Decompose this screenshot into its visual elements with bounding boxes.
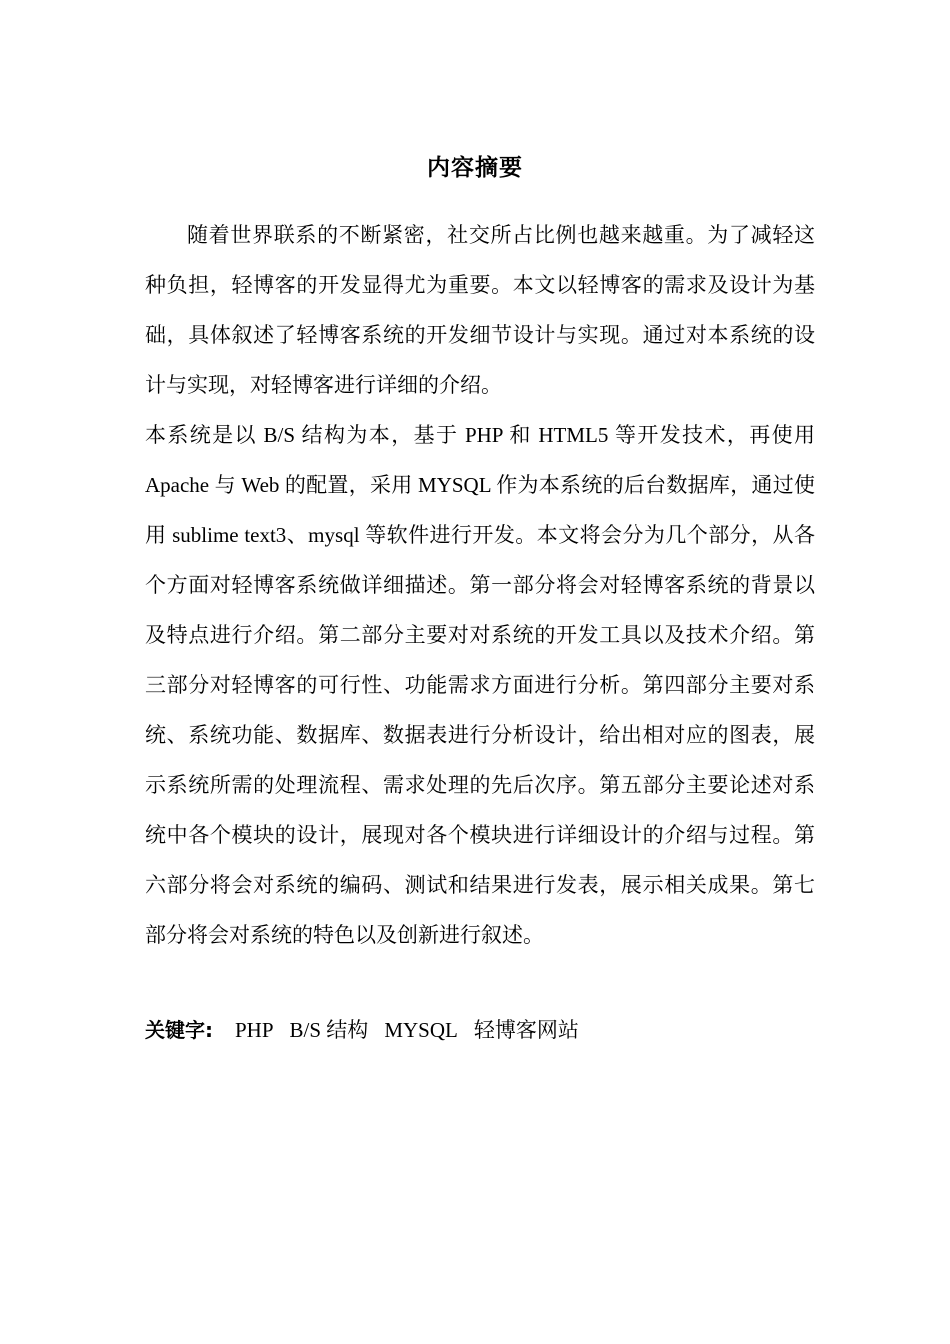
- abstract-body: [145, 210, 815, 960]
- page-title: 内容摘要: [427, 155, 523, 181]
- keyword-item: B/S 结构: [289, 1018, 369, 1042]
- keywords-line: [145, 1005, 815, 1055]
- abstract-paragraph-1: 随着世界联系的不断紧密，社交所占比例也越来越重。为了减轻这种负担，轻博客的开发显得尤为重要。本文以轻博客的需求及设计为基础，具体叙述了轻博客系统的开发细节设计与实现。通过对本系统的设计与实现，对轻博客进行详细的介绍。: [145, 223, 815, 397]
- abstract-paragraph-2: 本系统是以 B/S 结构为本，基于 PHP 和 HTML5 等开发技术，再使用 Apache 与 Web 的配置，采用 MYSQL 作为本系统的后台数据库，通过使用 sublime text3、mysql 等软件进行开发。本文将会分为几个部分，从各个方面对轻博客系统做详细描述。第一部分将会对轻博客系统的背景以及特点进行介绍。第二部分主要对对系统的开发工具以及技术介绍。第三部分对轻博客的可行性、功能需求方面进行分析。第四部分主要对系统、系统功能、数据库、数据表进行分析设计，给出相对应的图表，展示系统所需的处理流程、需求处理的先后次序。第五部分主要论述对系统中各个模块的设计，展现对各个模块进行详细设计的介绍与过程。第六部分将会对系统的编码、测试和结果进行发表，展示相关成果。第七部分将会对系统的特色以及创新进行叙述。: [145, 423, 815, 947]
- keywords-label: 关键字:: [145, 1018, 213, 1042]
- keyword-item: 轻博客网站: [473, 1018, 579, 1042]
- keyword-item: PHP: [235, 1018, 274, 1042]
- keyword-item: MYSQL: [384, 1018, 458, 1042]
